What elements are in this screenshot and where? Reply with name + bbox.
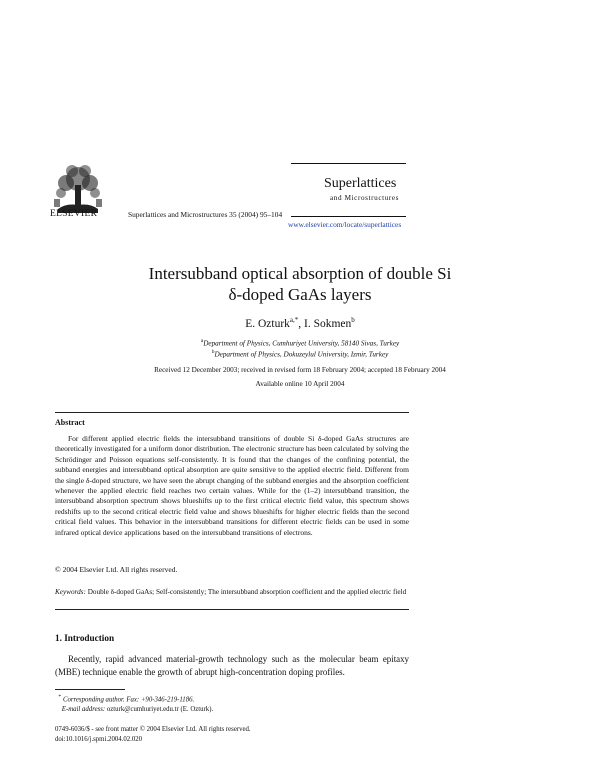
affiliation-a-text: Department of Physics, Cumhuriyet University, 58140 Sivas, Turkey (203, 339, 400, 348)
author-list (60, 316, 540, 330)
affiliation-a (60, 338, 540, 347)
received-dates: Received 12 December 2003; received in revised form 18 February 2004; accepted 18 February 2004 (154, 366, 446, 374)
affiliation-a-sup: a (200, 338, 204, 344)
email-label: E-mail address: (61, 705, 106, 713)
footnote (55, 693, 213, 714)
abstract-text: For different applied electric fields the intersubband transitions of double Si δ-doped GaAs structures are theoretically investigated for a uniform donor distribution. The electronic structure has been calculated by solving the Schrödinger and Poisson equations self-consistently. It is found that the changes of the confining potential, the subband energies and intersubband optical absorption are quite sensitive to the applied electric field. Different from the single δ-doped structure, we have seen the abrupt changing of the subband energies and the absorption coefficient whenever the applied electric field reaches two certain values. While for the (1–2) intersubband transition, the intersubband absorption spectrum shows blueshifts up to the first critical electric field value, this spectrum shows redshifts up to the second critical electric field value and shows blueshifts for higher electric fields than the second critical field values. This behavior in the intersubband transitions for different electric fields can be used in some infrared optical device applications based on the intersubband transitions of electrons. (55, 434, 409, 537)
journal-rule-bottom (291, 216, 406, 217)
footnote-rule (55, 689, 125, 690)
email-address: ozturk@cumhuriyet.edu.tr (E. Ozturk). (106, 705, 214, 713)
article-title-line-1: Intersubband optical absorption of double Si (148, 264, 452, 283)
keywords-label: Keywords: (55, 588, 86, 596)
abstract-body (55, 434, 409, 538)
introduction-text: Recently, rapid advanced material-growth technology such as the molecular beam epitaxy (MBE) technique enable the growth of abrupt high-concentration doping profiles. (55, 654, 409, 678)
footnote-mark: * (58, 694, 62, 700)
journal-url-link[interactable]: www.elsevier.com/locate/superlattices (288, 220, 402, 229)
author-1: E. Ozturk (245, 317, 290, 330)
introduction-body (55, 653, 409, 680)
affiliation-b-sup: b (211, 349, 215, 355)
keywords-text: Double δ-doped GaAs; Self-consistently; The intersubband absorption coefficient and the applied electric field (87, 588, 407, 596)
bottom-info (55, 725, 251, 744)
footnote-email (55, 705, 213, 714)
journal-rule-top (291, 163, 406, 164)
issn-line: 0749-6036/$ - see front matter © 2004 Elsevier Ltd. All rights reserved. (55, 726, 251, 733)
author-2-sup: b (351, 316, 355, 324)
available-online: Available online 10 April 2004 (255, 380, 345, 388)
author-1-sup: a,* (289, 316, 299, 324)
article-title-line-2: δ-doped GaAs layers (228, 285, 372, 304)
keywords (55, 587, 409, 597)
footnote-corresponding-text: Corresponding author. Fax: +90-346-219-1186. (62, 696, 195, 704)
abstract-rule-bottom (55, 609, 409, 610)
abstract-copyright: © 2004 Elsevier Ltd. All rights reserved. (55, 565, 178, 574)
publisher-name: ELSEVIER (50, 209, 98, 219)
abstract-rule-top (55, 412, 409, 413)
journal-subtitle: and Microstructures (330, 194, 400, 202)
affiliation-b-text: Department of Physics, Dokuzeylul University, Izmir, Turkey (214, 350, 389, 359)
section-heading-introduction: 1. Introduction (55, 633, 115, 643)
affiliation-b (60, 349, 540, 358)
doi-line: doi:10.1016/j.spmi.2004.02.020 (55, 735, 143, 743)
footnote-corresponding (55, 693, 213, 705)
author-2: , I. Sokmen (298, 317, 352, 330)
journal-citation: Superlattices and Microstructures 35 (2004) 95–104 (128, 210, 283, 219)
abstract-heading: Abstract (55, 418, 85, 427)
journal-name: Superlattices (324, 176, 397, 191)
